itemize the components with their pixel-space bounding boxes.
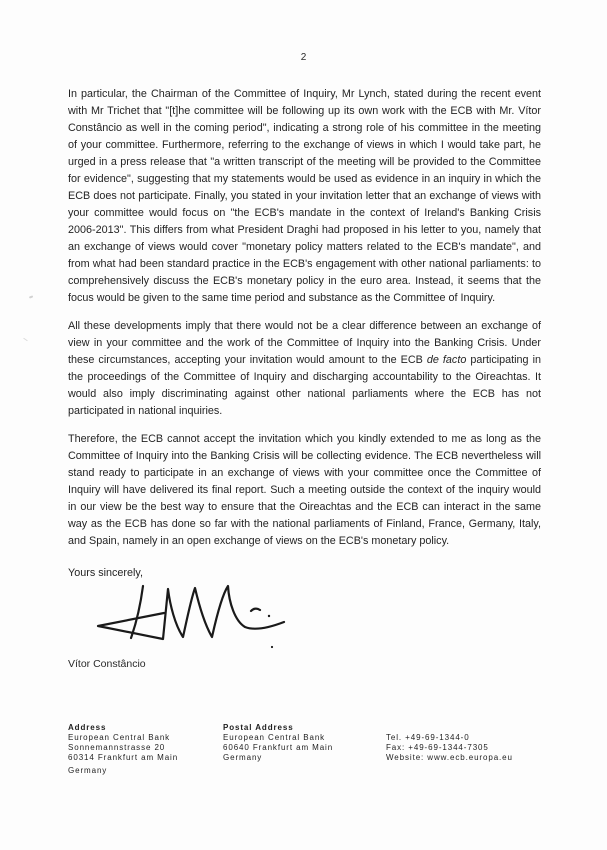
footer-contact-column — [386, 723, 513, 763]
signer-name: Vítor Constâncio — [68, 658, 146, 670]
closing-salutation: Yours sincerely, — [68, 567, 144, 579]
footer-tel-line: Tel. +49-69-1344-0 — [386, 733, 470, 742]
footer-postal-title: Postal Address — [223, 723, 294, 732]
paragraph-1: In particular, the Chairman of the Committee of Inquiry, Mr Lynch, stated during the recent event with Mr Trichet that "[t]he committee will be following up its own work with the ECB with Mr. Vítor Constâncio as well in the coming period", indicating a strong role of his committee in the meeting of your committee. Furthermore, referring to the exchange of views in which I would take part, he urged in a press release that "a written transcript of the meeting will be provided to the Committee for evidence", suggesting that my statements would be used as evidence in an inquiry in which the ECB does not participate. Finally, you stated in your invitation letter that an exchange of views with your committee would focus on "the ECB's mandate in the context of Ireland's Banking Crisis 2006-2013". This differs from what President Draghi had proposed in his letter to you, namely that an exchange of views would cover "monetary policy matters related to the ECB's mandate", and from what had been standard practice in the ECB's engagement with other national parliaments: to comprehensively discuss the ECB's monetary policy in the euro area. Instead, it seems that the focus would be given to the same time period and substance as the Committee of Inquiry. — [68, 88, 541, 304]
footer-website-line: Website: www.ecb.europa.eu — [386, 753, 513, 762]
footer-address-column — [68, 723, 178, 776]
footer-postal-line: Germany — [223, 753, 263, 762]
footer-address-line: Sonnemannstrasse 20 — [68, 743, 166, 752]
de-facto-emphasis: de facto — [426, 354, 467, 366]
paragraph-2-text-after: participating in the proceedings of the Committee of Inquiry and discharging accountability to the Oireachtas. It would also imply discriminating against other national parliaments where the ECB has not participated in national inquiries. — [68, 354, 541, 417]
page-number: 2 — [300, 52, 307, 63]
footer-address-line: 60314 Frankfurt am Main — [68, 753, 179, 762]
letter-body — [68, 86, 541, 593]
paragraph-2-text-before: All these developments imply that there would not be a clear difference between an exchange of view in your committee and the work of the Committee of Inquiry into the Banking Crisis. Under these circumstances, accepting your invitation would amount to the ECB — [68, 320, 541, 366]
scan-speck — [23, 338, 28, 342]
paragraph-3: Therefore, the ECB cannot accept the invitation which you kindly extended to me as long as the Committee of Inquiry into the Banking Crisis will be collecting evidence. The ECB nevertheless will stand ready to participate in an exchange of views with your committee once the Committee of Inquiry will have delivered its final report. Such a meeting outside the context of the inquiry would in our view be the best way to ensure that the Oireachtas and the ECB can interact in the same way as the ECB has done so far with the national parliaments of Finland, France, Germany, Italy, and Spain, namely in an open exchange of views on the ECB's monetary policy. — [68, 433, 541, 547]
scan-speck — [29, 295, 33, 298]
footer-postal-column — [223, 723, 333, 763]
footer-fax-line: Fax: +49-69-1344-7305 — [386, 743, 489, 752]
footer-postal-line: European Central Bank — [223, 733, 326, 742]
paragraph-2 — [68, 318, 541, 420]
footer-address-title: Address — [68, 723, 107, 732]
signature-handwriting — [85, 575, 295, 665]
footer-postal-line: 60640 Frankfurt am Main — [223, 743, 334, 752]
footer-address-line: Germany — [68, 766, 108, 775]
footer-address-line: European Central Bank — [68, 733, 171, 742]
